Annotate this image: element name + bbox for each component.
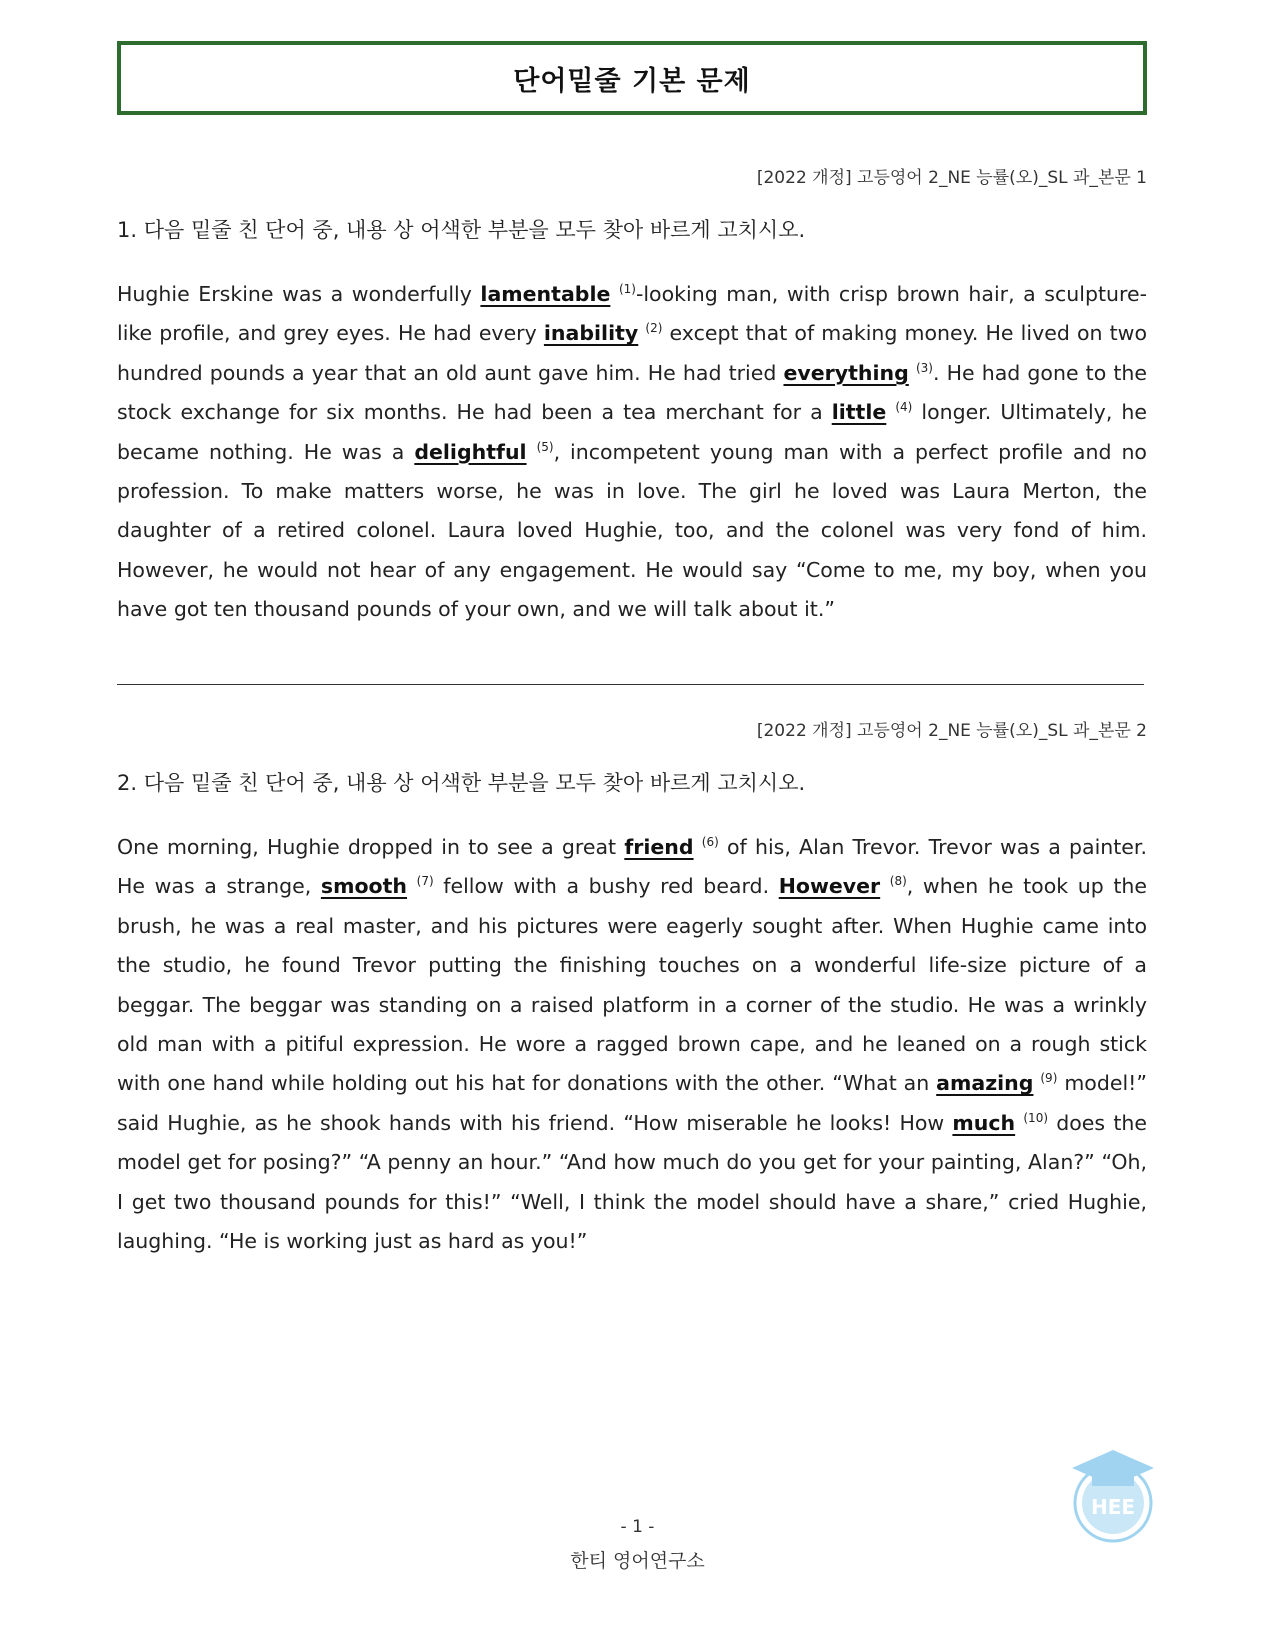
source-label-2: [2022 개정] 고등영어 2_NE 능률(오)_SL 과_본문 2 xyxy=(756,721,1147,741)
word-number-4: (4) xyxy=(895,400,913,415)
logo-text: HEE xyxy=(1090,1495,1136,1519)
word-number-8: (8) xyxy=(889,874,907,889)
passage-text: Hughie Erskine was a wonderfully xyxy=(117,282,481,306)
word-number-1: (1) xyxy=(618,282,636,296)
page-title: 단어밑줄 기본 문제 xyxy=(513,65,751,97)
passage-text: . He had gone to the stock exchange for six months. He had been a tea merchant for a xyxy=(117,360,1148,425)
underlined-word-3: everything xyxy=(783,360,909,385)
underlined-word-4: little xyxy=(831,400,887,425)
section-divider xyxy=(117,684,1144,685)
word-number-7: (7) xyxy=(416,874,434,889)
passage-text: One morning, Hughie dropped in to see a great xyxy=(117,835,625,859)
underlined-word-8: However xyxy=(778,874,881,899)
passage-text: except that of making money. He lived on two hundred pounds a year that an old aunt gave him. He had tried xyxy=(117,321,1147,385)
underlined-word-2: inability xyxy=(543,321,639,346)
source-label-1: [2022 개정] 고등영어 2_NE 능률(오)_SL 과_본문 1 xyxy=(756,168,1147,188)
underlined-word-10: much xyxy=(952,1110,1016,1135)
underlined-word-9: amazing xyxy=(936,1071,1034,1096)
word-number-5: (5) xyxy=(536,439,554,454)
word-number-2: (2) xyxy=(645,321,663,336)
word-number-6: (6) xyxy=(701,835,719,849)
passage-2 xyxy=(117,828,1147,1261)
word-number-9: (9) xyxy=(1040,1071,1058,1086)
passage-text: does the model get for posing?” “A penny an hour.” “And how much do you get for your painting, Alan?” “Oh, I get two thousand pounds for this!” “Well, I think the model should have a share,” cried Hughie, laughing. “He is working just as hard as you!” xyxy=(117,1110,1147,1254)
underlined-word-6: friend xyxy=(624,835,694,859)
passage-text: of his, Alan Trevor. Trevor was a painter. He was a strange, xyxy=(117,835,1147,899)
title-box xyxy=(117,41,1147,115)
underlined-word-7: smooth xyxy=(320,874,408,899)
passage-text: model!” said Hughie, as he shook hands with his friend. “How miserable he looks! How xyxy=(117,1071,1147,1135)
underlined-word-5: delightful xyxy=(414,439,527,464)
question-2: 2. 다음 밑줄 친 단어 중, 내용 상 어색한 부분을 모두 찾아 바르게 고치시오. xyxy=(117,771,806,795)
passage-1 xyxy=(117,275,1147,630)
passage-text: fellow with a bushy red beard. xyxy=(433,874,779,899)
passage-text: , incompetent young man with a perfect profile and no profession. To make matters worse, he was in love. The girl he loved was Laura Merton, the daughter of a retired colonel. Laura loved Hughie, too, and the colonel was very fond of him. However, he would not hear of any engagement. He would say “Come to me, my boy, when you have got ten thousand pounds of your own, and we will talk about it.” xyxy=(117,439,1147,622)
passage-text: -looking man, with crisp brown hair, a sculpture-like profile, and grey eyes. He had every xyxy=(117,282,1147,346)
word-number-3: (3) xyxy=(915,360,933,375)
page-number: - 1 - xyxy=(620,1517,655,1537)
underlined-word-1: lamentable xyxy=(480,282,611,306)
word-number-10: (10) xyxy=(1023,1110,1049,1125)
question-1: 1. 다음 밑줄 친 단어 중, 내용 상 어색한 부분을 모두 찾아 바르게 고치시오. xyxy=(117,218,806,242)
graduation-cap-badge-icon xyxy=(1070,1446,1156,1544)
passage-text: , when he took up the brush, he was a real master, and his pictures were eagerly sought after. When Hughie came into the studio, he found Trevor putting the finishing touches on a wonderful life-size picture of a beggar. The beggar was standing on a raised platform in a corner of the studio. He was a wrinkly old man with a pitiful expression. He wore a ragged brown cape, and he leaned on a rough stick with one hand while holding out his hat for donations with the other. “What an xyxy=(117,874,1147,1096)
passage-text: longer. Ultimately, he became nothing. He was a xyxy=(117,400,1147,464)
footer-organization: 한티 영어연구소 xyxy=(570,1550,705,1572)
